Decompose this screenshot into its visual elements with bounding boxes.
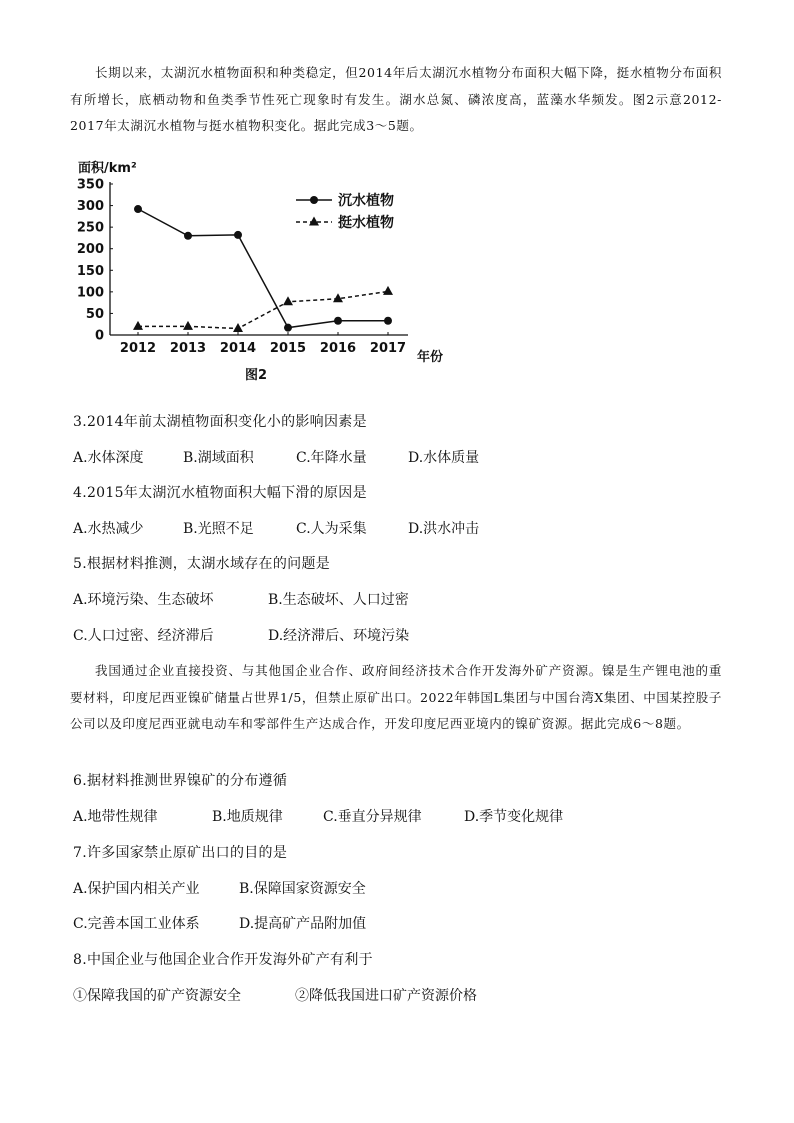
q5-option-c[interactable]: C.人口过密、经济滞后 <box>73 628 214 644</box>
question-6-stem: 6.据材料推测世界镍矿的分布遵循 <box>73 773 288 789</box>
data-point <box>233 323 243 332</box>
y-axis-label: 面积/km² <box>78 161 137 176</box>
x-tick-label: 2014 <box>219 341 257 356</box>
q5-option-b[interactable]: B.生态破坏、人口过密 <box>268 592 409 608</box>
q7-option-a[interactable]: A.保护国内相关产业 <box>73 881 200 897</box>
y-tick-label: 250 <box>76 220 104 236</box>
figure-caption: 图2 <box>245 368 268 383</box>
y-tick-label: 350 <box>76 177 104 193</box>
q4-option-c[interactable]: C.人为采集 <box>296 521 367 537</box>
x-tick-label: 2013 <box>169 341 207 356</box>
material-passage-1: 长期以来，太湖沉水植物面积和种类稳定，但2014年后太湖沉水植物分布面积大幅下降，挺水植物分布面积有所增长，底栖动物和鱼类季节性死亡现象时有发生。湖水总氮、磷浓度高，蓝藻水华频发。图2示意2012-2017年太湖沉水植物与挺水植物积变化。据此完成3～5题。 <box>70 65 722 133</box>
legend-label: 挺水植物 <box>338 215 394 231</box>
x-axis-label: 年份 <box>417 350 444 365</box>
data-point <box>133 321 143 330</box>
x-tick-label: 2016 <box>319 341 357 356</box>
legend-marker <box>309 217 319 226</box>
x-tick-label: 2012 <box>119 341 157 356</box>
y-tick-label: 100 <box>76 285 104 301</box>
data-point <box>184 232 192 240</box>
data-point <box>134 205 142 213</box>
q3-option-d[interactable]: D.水体质量 <box>408 450 480 466</box>
question-4-stem: 4.2015年太湖沉水植物面积大幅下滑的原因是 <box>73 485 367 501</box>
q8-statement-1[interactable]: ①保障我国的矿产资源安全 <box>73 988 241 1004</box>
data-point <box>284 324 292 332</box>
y-tick-label: 150 <box>76 263 104 279</box>
q7-option-c[interactable]: C.完善本国工业体系 <box>73 916 200 932</box>
chart-legend <box>296 192 394 231</box>
q3-option-b[interactable]: B.湖域面积 <box>183 450 254 466</box>
q7-option-d[interactable]: D.提高矿产品附加值 <box>239 916 367 932</box>
q4-option-d[interactable]: D.洪水冲击 <box>408 521 480 537</box>
data-point <box>334 317 342 325</box>
data-point <box>283 296 293 305</box>
x-tick-label: 2017 <box>369 341 407 356</box>
y-tick-label: 0 <box>94 328 104 344</box>
q6-option-a[interactable]: A.地带性规律 <box>73 809 158 825</box>
q4-option-b[interactable]: B.光照不足 <box>183 521 254 537</box>
y-tick-label: 300 <box>76 199 104 215</box>
data-point <box>183 321 193 330</box>
x-tick-label: 2015 <box>269 341 307 356</box>
q5-option-d[interactable]: D.经济滞后、环境污染 <box>268 628 410 644</box>
series-2 <box>133 286 393 332</box>
question-3-stem: 3.2014年前太湖植物面积变化小的影响因素是 <box>73 414 367 430</box>
q6-option-b[interactable]: B.地质规律 <box>212 809 283 825</box>
y-tick-label: 50 <box>85 306 104 322</box>
q7-option-b[interactable]: B.保障国家资源安全 <box>239 881 366 897</box>
question-5-stem: 5.根据材料推测，太湖水域存在的问题是 <box>73 556 331 572</box>
y-tick-labels <box>77 178 113 344</box>
q5-option-a[interactable]: A.环境污染、生态破坏 <box>73 592 214 608</box>
q6-option-d[interactable]: D.季节变化规律 <box>464 809 564 825</box>
data-point <box>383 286 393 295</box>
q4-option-a[interactable]: A.水热减少 <box>73 521 144 537</box>
q8-statement-2[interactable]: ②降低我国进口矿产资源价格 <box>295 988 477 1004</box>
y-tick-label: 200 <box>76 242 104 258</box>
q3-option-c[interactable]: C.年降水量 <box>296 450 367 466</box>
question-7-stem: 7.许多国家禁止原矿出口的目的是 <box>73 845 288 861</box>
material-passage-2: 我国通过企业直接投资、与其他国企业合作、政府间经济技术合作开发海外矿产资源。镍是生产锂电池的重要材料，印度尼西亚镍矿储量占世界1/5，但禁止原矿出口。2022年韩国L集团与中国台湾X集团、中国某控股子公司以及印度尼西亚就电动车和零部件生产达成合作，开发印度尼西亚境内的镍矿资源。据此完成6～8题。 <box>70 663 722 731</box>
area-line-chart <box>70 152 444 384</box>
legend-marker <box>310 196 318 204</box>
legend-label: 沉水植物 <box>338 193 394 209</box>
question-8-stem: 8.中国企业与他国企业合作开发海外矿产有利于 <box>73 952 373 968</box>
q3-option-a[interactable]: A.水体深度 <box>73 450 144 466</box>
series-line <box>138 291 388 328</box>
q6-option-c[interactable]: C.垂直分异规律 <box>323 809 422 825</box>
data-point <box>384 317 392 325</box>
data-point <box>234 231 242 239</box>
